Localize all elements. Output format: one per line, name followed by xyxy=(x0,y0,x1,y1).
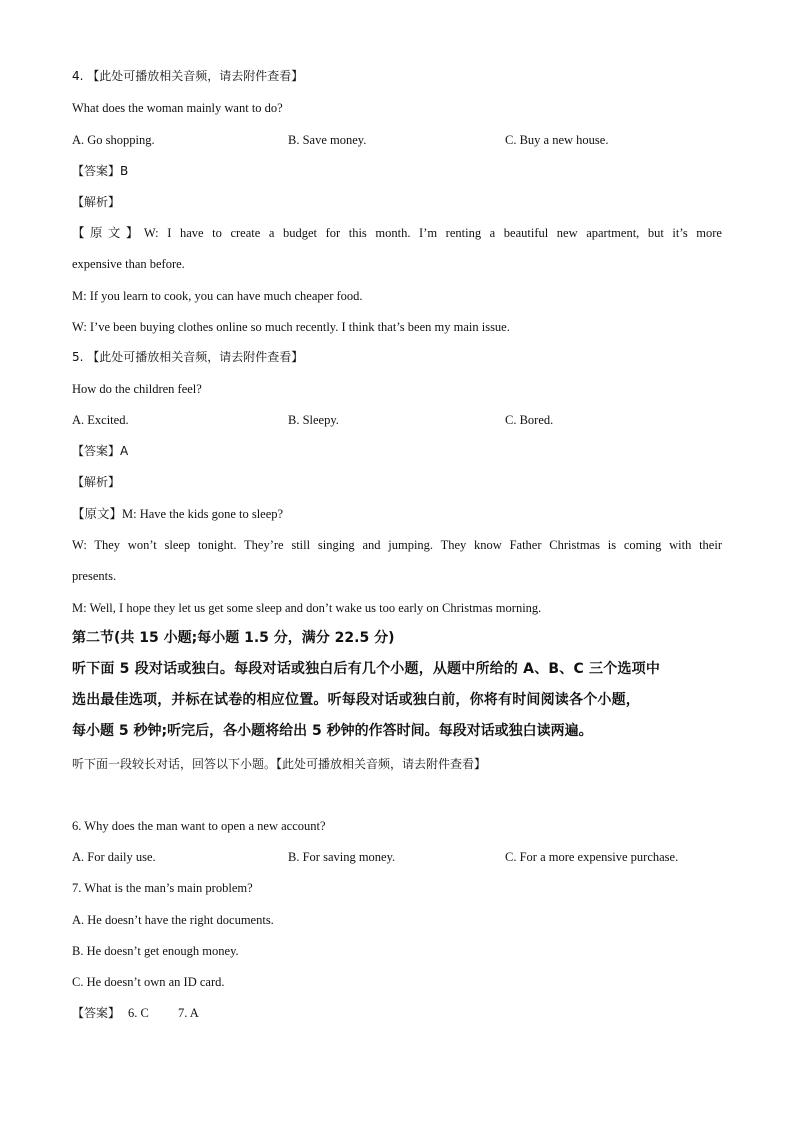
section2-instruction-3: 每小题 5 秒钟;听完后，各小题将给出 5 秒钟的作答时间。每段对话或独白读两遍。 xyxy=(72,723,593,739)
q6-option-b: B. For saving money. xyxy=(288,850,396,864)
section2-instruction-1: 听下面 5 段对话或独白。每段对话或独白后有几个小题，从题中所给的 A、B、C 三个选项中 xyxy=(72,661,661,677)
q4-heading: 4. 【此处可播放相关音频，请去附件查看】 xyxy=(72,69,304,83)
q5-option-c: C. Bored. xyxy=(505,413,554,427)
q6-question: 6. Why does the man want to open a new account? xyxy=(72,819,326,833)
q5-option-b: B. Sleepy. xyxy=(288,413,339,427)
q4-transcript-line-1: 【原文】W: I have to create a budget for this month. I’m renting a beautiful new apartment, but it’s more xyxy=(72,226,722,240)
q4-transcript-line-3: M: If you learn to cook, you can have much cheaper food. xyxy=(72,289,363,303)
q5-transcript-line-1: 【原文】M: Have the kids gone to sleep? xyxy=(72,507,284,521)
q7-option-b: B. He doesn’t get enough money. xyxy=(72,944,239,958)
q7-question: 7. What is the man’s main problem? xyxy=(72,881,253,895)
q7-option-a: A. He doesn’t have the right documents. xyxy=(72,913,274,927)
q4-option-a: A. Go shopping. xyxy=(72,133,155,147)
q6-option-c: C. For a more expensive purchase. xyxy=(505,850,679,864)
q4-option-c: C. Buy a new house. xyxy=(505,133,609,147)
q4-option-b: B. Save money. xyxy=(288,133,367,147)
q5-analysis-label: 【解析】 xyxy=(72,475,121,489)
q7-option-c: C. He doesn’t own an ID card. xyxy=(72,975,225,989)
q4-transcript-line-2: expensive than before. xyxy=(72,257,185,271)
section2-instruction-2: 选出最佳选项，并标在试卷的相应位置。听每段对话或独白前，你将有时间阅读各个小题， xyxy=(72,692,640,708)
q4-question: What does the woman mainly want to do? xyxy=(72,101,283,115)
q6-option-a: A. For daily use. xyxy=(72,850,156,864)
q5-transcript-line-2: W: They won’t sleep tonight. They’re still singing and jumping. They know Father Christmas is coming with their xyxy=(72,538,722,552)
q4-transcript-line-4: W: I’ve been buying clothes online so much recently. I think that’s been my main issue. xyxy=(72,320,510,334)
q5-transcript-line-3: presents. xyxy=(72,569,117,583)
section2-title: 第二节(共 15 小题;每小题 1.5 分，满分 22.5 分) xyxy=(72,630,395,646)
answer-label: 【答案】 xyxy=(72,1006,121,1020)
q5-transcript-line-4: M: Well, I hope they let us get some sleep and don’t wake us too early on Christmas morning. xyxy=(72,601,542,615)
q5-option-a: A. Excited. xyxy=(72,413,129,427)
q4-answer: 【答案】B xyxy=(72,164,129,178)
q5-question: How do the children feel? xyxy=(72,382,202,396)
answer-6: 6. C xyxy=(128,1006,149,1020)
q5-heading: 5. 【此处可播放相关音频，请去附件查看】 xyxy=(72,350,304,364)
q4-analysis-label: 【解析】 xyxy=(72,195,121,209)
section2-prompt: 听下面一段较长对话，回答以下小题。【此处可播放相关音频，请去附件查看】 xyxy=(72,757,487,771)
q5-answer: 【答案】A xyxy=(72,444,129,458)
answer-7: 7. A xyxy=(178,1006,199,1020)
